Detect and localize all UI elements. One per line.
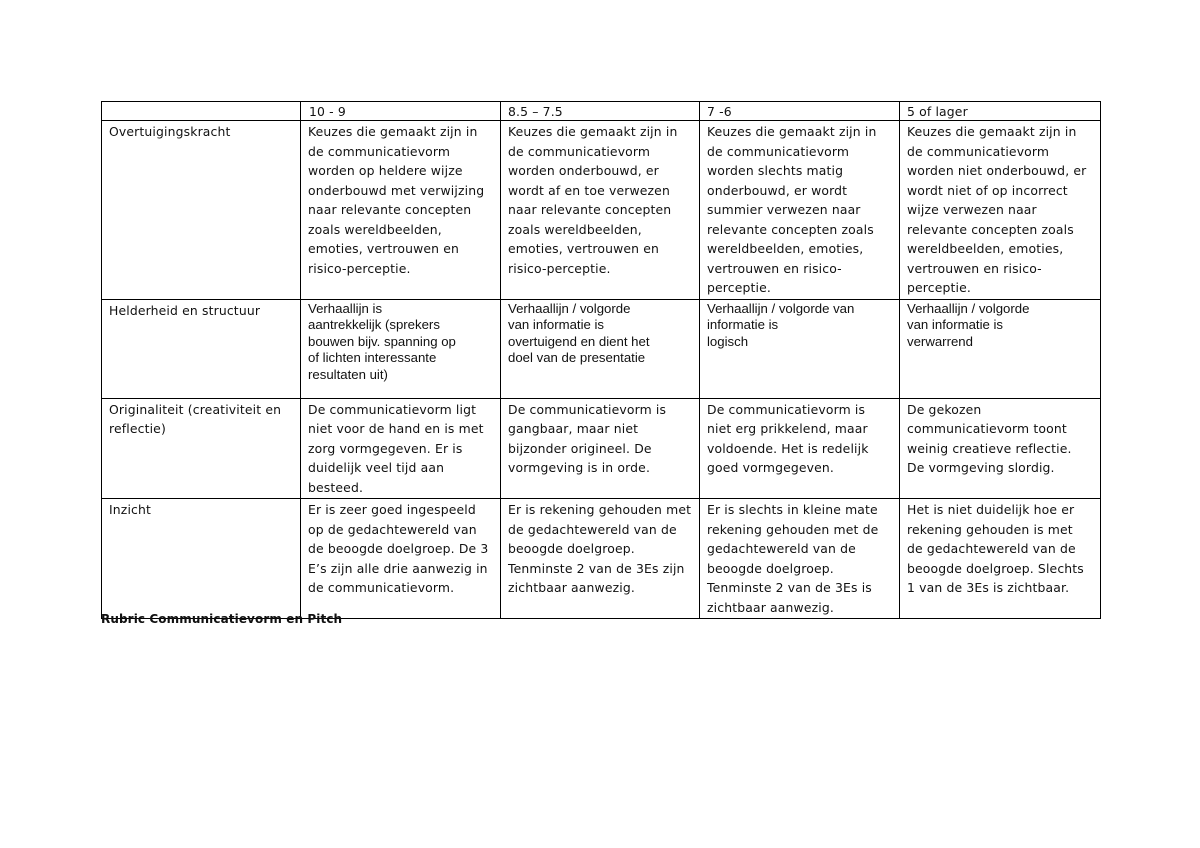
cell-line: Keuzes die gemaakt zijn in [707,124,877,139]
cell-line: Verhaallijn / volgorde [907,300,1030,316]
criterion-label: Originaliteit (creativiteit en [109,401,282,417]
cell-line: naar relevante concepten [508,202,672,217]
cell-line: aantrekkelijk (sprekers [308,317,440,333]
header-cell-grade-10-9: 10 - 9 [301,102,501,121]
cell-line: bijzonder origineel. De [508,440,652,456]
table-row [102,299,1101,398]
rubric-cell [700,299,900,398]
header-row [102,102,1101,121]
cell-line: of lichten interessante [308,350,437,366]
cell-line: De gekozen [907,401,982,417]
cell-line: wijze verwezen naar [907,202,1037,217]
cell-line: onderbouwd, er wordt [707,182,848,198]
cell-line: De communicatievorm is [707,401,866,417]
cell-line: Verhaallijn / volgorde van [707,300,855,316]
header-cell-grade-5-or-lower: 5 of lager [900,102,1101,121]
cell-line: wereldbeelden, emoties, [707,241,864,256]
cell-line: De vormgeving slordig. [907,460,1055,475]
cell-line: Tenminste 2 van de 3Es zijn [508,560,685,576]
cell-line: de communicatievorm [508,143,651,159]
criterion-label: reflectie) [109,421,166,436]
criterion-label: Overtuigingskracht [109,124,231,139]
rubric-cell [301,499,501,619]
cell-line: verwarrend [907,333,973,349]
cell-line: gangbaar, maar niet [508,421,639,436]
cell-line: De communicatievorm ligt [308,401,477,417]
cell-line: de beoogde doelgroep. De 3 [308,541,489,556]
cell-line: zichtbaar aanwezig. [508,580,635,595]
cell-line: Verhaallijn / volgorde [508,300,631,316]
header-cell-grade-7-6: 7 -6 [700,102,900,121]
criterion-cell [102,121,301,300]
cell-line: Er is rekening gehouden met [508,502,692,517]
cell-line: Keuzes die gemaakt zijn in [907,124,1077,139]
criterion-label: Helderheid en structuur [109,302,261,318]
cell-line: vertrouwen en risico- [707,260,842,276]
cell-line: zoals wereldbeelden, [508,221,642,237]
rubric-cell [900,398,1101,499]
cell-line: bouwen bijv. spanning op [308,333,456,349]
cell-line: vertrouwen en risico- [907,260,1042,276]
cell-line: Het is niet duidelijk hoe er [907,502,1075,517]
cell-line: perceptie. [707,280,771,295]
cell-line: Keuzes die gemaakt zijn in [508,124,678,139]
cell-line: beoogde doelgroep. Slechts [907,560,1084,576]
cell-line: duidelijk veel tijd aan [308,460,445,475]
cell-line: van informatie is [508,317,605,333]
table-row [102,121,1101,300]
rubric-cell [501,499,700,619]
rubric-cell [900,499,1101,619]
rubric-cell [501,299,700,398]
cell-line: wordt af en toe verwezen [508,182,670,198]
cell-line: Tenminste 2 van de 3Es is [707,580,872,595]
cell-line: besteed. [308,479,364,495]
criterion-label: Inzicht [109,502,152,517]
cell-line: worden niet onderbouwd, er [907,163,1087,178]
cell-line: emoties, vertrouwen en [308,241,460,256]
cell-line: naar relevante concepten [308,202,472,217]
rubric-cell [700,499,900,619]
rubric-table [101,101,1101,619]
cell-line: goed vormgegeven. [707,460,835,475]
cell-line: de communicatievorm [308,143,451,159]
cell-line: de communicatievorm [707,143,850,159]
cell-line: zoals wereldbeelden, [308,221,442,237]
table-row [102,398,1101,499]
cell-line: risico-perceptie. [508,260,611,276]
cell-line: doel van de presentatie [508,350,646,366]
cell-line: van informatie is [907,317,1004,333]
cell-line: perceptie. [907,280,971,295]
cell-line: vormgeving is in orde. [508,460,651,475]
cell-line: overtuigend en dient het [508,333,650,349]
cell-line: resultaten uit) [308,366,388,382]
cell-line: op de gedachtewereld van [308,521,477,537]
criterion-cell [102,499,301,619]
cell-line: worden slechts matig [707,163,844,178]
cell-line: Er is zeer goed ingespeeld [308,502,476,517]
criterion-cell [102,398,301,499]
cell-line: zichtbaar aanwezig. [707,599,834,615]
cell-line: rekening gehouden is met [907,521,1073,537]
cell-line: summier verwezen naar [707,202,861,217]
cell-line: beoogde doelgroep. [508,541,635,556]
cell-line: niet voor de hand en is met [308,421,484,436]
cell-line: zorg vormgegeven. Er is [308,440,463,456]
header-cell-grade-8.5-7.5: 8.5 – 7.5 [501,102,700,121]
rubric-cell [301,299,501,398]
cell-line: relevante concepten zoals [707,221,874,237]
rubric-cell [301,398,501,499]
cell-line: de communicatievorm [907,143,1050,159]
cell-line: de communicatievorm. [308,580,455,595]
cell-line: emoties, vertrouwen en [508,241,660,256]
rubric-cell [700,121,900,300]
rubric-cell [501,398,700,499]
cell-line: weinig creatieve reflectie. [907,440,1072,456]
cell-line: Er is slechts in kleine mate [707,502,878,517]
table-caption: Rubric Communicatievorm en Pitch [101,612,343,626]
rubric-cell [501,121,700,300]
cell-line: de gedachtewereld van de [508,521,677,537]
cell-line: voldoende. Het is redelijk [707,440,869,456]
cell-line: niet erg prikkelend, maar [707,421,868,436]
cell-line: wordt niet of op incorrect [907,182,1068,198]
rubric-cell [700,398,900,499]
cell-line: communicatievorm toont [907,421,1067,436]
cell-line: onderbouwd met verwijzing [308,182,485,198]
cell-line: risico-perceptie. [308,260,411,276]
cell-line: de gedachtewereld van de [907,541,1076,556]
cell-line: beoogde doelgroep. [707,560,834,576]
cell-line: worden onderbouwd, er [508,163,659,178]
criterion-cell [102,299,301,398]
cell-line: E’s zijn alle drie aanwezig in [308,560,488,576]
cell-line: gedachtewereld van de [707,541,856,556]
cell-line: rekening gehouden met de [707,521,879,537]
cell-line: 1 van de 3Es is zichtbaar. [907,580,1070,595]
table-row [102,499,1101,619]
rubric-cell [900,299,1101,398]
cell-line: Keuzes die gemaakt zijn in [308,124,478,139]
cell-line: worden op heldere wijze [308,163,463,178]
cell-line: De communicatievorm is [508,401,667,417]
rubric-cell [900,121,1101,300]
header-cell-empty [102,102,301,121]
cell-line: relevante concepten zoals [907,221,1074,237]
cell-line: logisch [707,333,749,349]
rubric-cell [301,121,501,300]
cell-line: Verhaallijn is [308,300,383,316]
cell-line: wereldbeelden, emoties, [907,241,1064,256]
cell-line: informatie is [707,317,779,333]
